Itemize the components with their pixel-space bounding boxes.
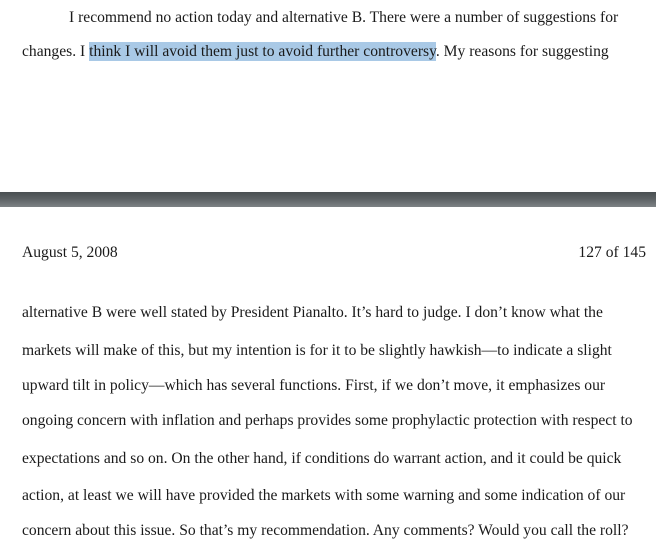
- paragraph-line[interactable]: ongoing concern with inflation and perhaps provides some prophylactic protection with respect to: [22, 412, 633, 429]
- paragraph-line[interactable]: I recommend no action today and alternative B. There were a number of suggestions for: [69, 9, 619, 26]
- text-run[interactable]: changes. I: [22, 43, 90, 60]
- paragraph-line[interactable]: alternative B were well stated by President Pianalto. It’s hard to judge. I don’t know what the: [22, 304, 603, 321]
- paragraph-line[interactable]: concern about this issue. So that’s my recommendation. Any comments? Would you call the roll?: [22, 522, 629, 539]
- selected-text[interactable]: think I will avoid them just to avoid further controversy: [89, 43, 436, 60]
- document-page-bottom: [0, 207, 656, 558]
- paragraph-line[interactable]: action, at least we will have provided the markets with some warning and some indication of our: [22, 487, 626, 504]
- paragraph-line[interactable]: expectations and so on. On the other hand, if conditions do warrant action, and it could be quick: [22, 450, 622, 467]
- text-run[interactable]: . My reasons for suggesting: [435, 43, 609, 60]
- page-header-date: August 5, 2008: [22, 244, 118, 261]
- paragraph-line[interactable]: markets will make of this, but my intention is for it to be slightly hawkish—to indicate a slight: [22, 342, 612, 359]
- paragraph-line[interactable]: upward tilt in policy—which has several functions. First, if we don’t move, it emphasizes our: [22, 377, 606, 394]
- page-separator: [0, 192, 656, 207]
- paragraph-line-with-selection[interactable]: [22, 42, 609, 62]
- page-number: 127 of 145: [578, 244, 646, 261]
- document-page-top: [0, 0, 656, 192]
